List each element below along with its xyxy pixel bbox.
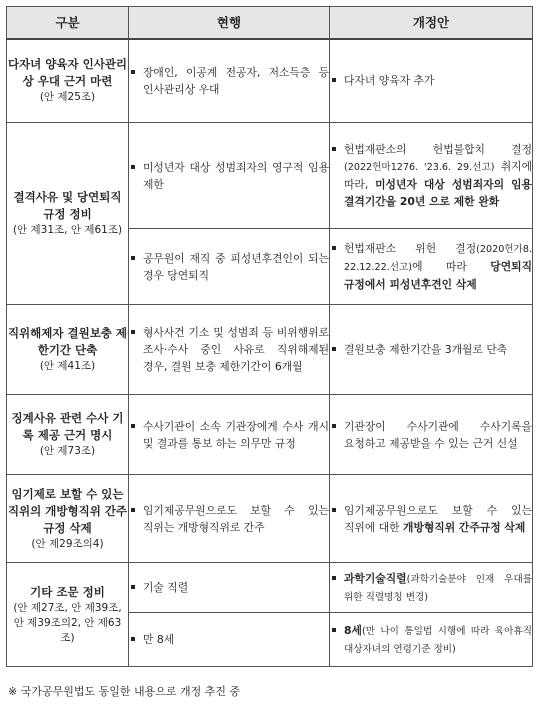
revised-cell <box>330 475 533 563</box>
revised-item <box>330 622 532 658</box>
current-item: 기술 직렬 <box>129 579 329 596</box>
category-title: 다자녀 양육자 인사관리상 우대 근거 마련 <box>7 57 128 89</box>
current-cell <box>129 475 330 563</box>
revised-cell <box>330 39 533 123</box>
revised-cell <box>330 613 533 667</box>
revised-bold-text: 과학기술직렬 <box>344 571 407 585</box>
revised-item <box>330 570 532 606</box>
category-ref: (안 제29조의4) <box>31 537 104 550</box>
revised-bold-text: 미성년자 대상 성범죄자의 임용 결격기간을 20년 으로 제한 완화 <box>344 178 532 208</box>
current-cell <box>129 613 330 667</box>
revised-text: 에 따라 <box>412 260 491 273</box>
current-cell <box>129 305 330 395</box>
category-title: 기타 조문 정비 <box>30 584 105 599</box>
revised-bold-text: 당연퇴직 규정에서 피성년후견인 삭제 <box>344 260 532 291</box>
comparison-table <box>6 6 533 667</box>
current-item: 만 8세 <box>129 631 329 648</box>
revised-item <box>330 141 532 210</box>
current-cell <box>129 123 330 229</box>
current-cell <box>129 39 330 123</box>
revised-cell <box>330 123 533 229</box>
category-title: 임기제로 보할 수 있는 직위의 개방형직위 간주규정 삭제 <box>7 486 128 535</box>
category-ref: (안 제27조, 안 제39조, 안 제39조의2, 안 제63조) <box>13 601 122 644</box>
footnote: ※ 국가공무원법도 동일한 내용으로 개정 추진 중 <box>8 685 241 698</box>
category-cell <box>7 475 129 563</box>
header-category: 구분 <box>7 7 129 39</box>
current-cell <box>129 563 330 613</box>
category-title: 징계사유 관련 수사 기록 제공 근거 명시 <box>11 411 124 442</box>
category-cell <box>7 395 129 475</box>
revised-text: 헌법재판소 위헌 결정 <box>344 242 477 255</box>
category-cell <box>7 563 129 667</box>
header-current: 현행 <box>129 7 330 39</box>
revised-cell <box>330 395 533 475</box>
category-cell <box>7 39 129 123</box>
current-item: 공무원이 재직 중 피성년후견인이 되는 경우 당연퇴직 <box>129 250 329 284</box>
table-row <box>7 563 533 613</box>
category-ref: (안 제31조, 안 제61조) <box>12 224 123 236</box>
current-item: 미성년자 대상 성범죄자의 영구적 임용 제한 <box>129 159 329 193</box>
table-row <box>7 475 533 563</box>
table-header-row <box>7 7 533 39</box>
revised-item: 결원보충 제한기간을 3개월로 단축 <box>330 341 532 358</box>
revised-text: 임기제공무원으로도 보할 수 있는 직위에 대한 <box>344 503 532 534</box>
revised-cell <box>330 305 533 395</box>
category-title: 직위해제자 결원보충 제한기간 단축 <box>7 326 128 357</box>
revised-cell <box>330 563 533 613</box>
table-row <box>7 39 533 123</box>
header-revised: 개정안 <box>330 7 533 39</box>
revised-text: 헌법재판소의 헌법불합치 결정 <box>344 143 532 156</box>
table-row <box>7 395 533 475</box>
revised-item <box>330 240 532 293</box>
revised-item: 다자녀 양육자 추가 <box>330 72 532 89</box>
current-item: 수사기관이 소속 기관장에게 수사 개시 및 결과를 통보 하는 의무만 규정 <box>129 418 329 452</box>
current-item: 장애인, 이공계 전공자, 저소득층 등 인사관리상 우대 <box>129 64 329 98</box>
case-number: (2022헌마1276. '23.6. 29.선고) <box>344 162 495 173</box>
revised-note: (과학기술분야 인재 우대를 위한 직렬명칭 변경) <box>344 573 532 603</box>
current-cell <box>129 229 330 305</box>
table-row <box>7 305 533 395</box>
category-cell <box>7 123 129 305</box>
current-item: 임기제공무원으로도 보할 수 있는 직위는 개방형직위로 간주 <box>129 502 329 536</box>
category-ref: (안 제41조) <box>39 360 96 372</box>
category-cell <box>7 305 129 395</box>
current-item: 형사사건 기소 및 성범죄 등 비위행위로 조사·수사 중인 사유로 직위해제된 경우, 결원 보충 제한기간이 6개월 <box>129 324 329 375</box>
revised-item: 기관장이 수사기관에 수사기록을 요청하고 제공받을 수 있는 근거 신설 <box>330 418 532 452</box>
revised-item <box>330 502 532 536</box>
revised-note: (만 나이 통일법 시행에 따라 육아휴직 대상자녀의 연령기준 정비) <box>344 625 532 655</box>
revised-text: 취지에 따라, <box>344 160 532 191</box>
current-cell <box>129 395 330 475</box>
revised-bold-text: 8세 <box>344 623 362 637</box>
category-ref: (안 제73조) <box>39 445 96 457</box>
category-ref: (안 제25조) <box>39 91 96 104</box>
revised-bold-text: 개방형직위 간주규정 삭제 <box>403 520 526 534</box>
category-title: 결격사유 및 당연퇴직 규정 정비 <box>13 190 122 221</box>
case-number: (2020헌가8. 22.12.22.선고) <box>344 244 532 273</box>
revised-cell <box>330 229 533 305</box>
table-row <box>7 123 533 229</box>
